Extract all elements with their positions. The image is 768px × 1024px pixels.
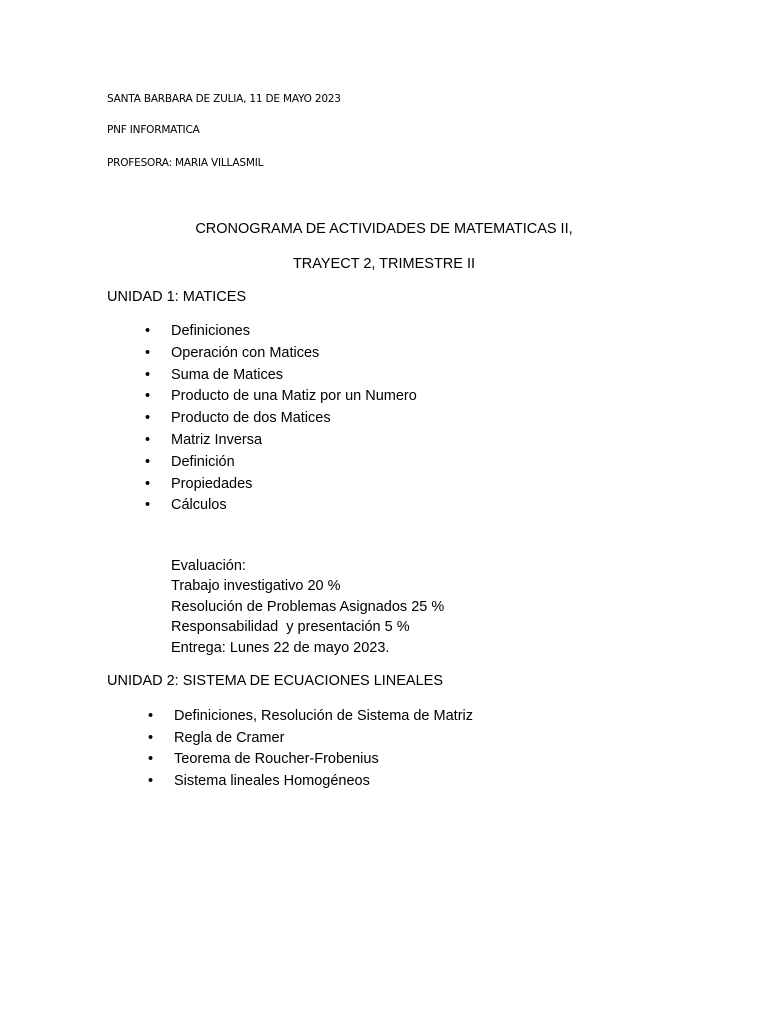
list-item-text: Teorema de Roucher-Frobenius <box>174 751 379 767</box>
list-item <box>145 366 417 388</box>
list-item-text: Definición <box>171 453 235 470</box>
bullet-icon: • <box>148 708 154 724</box>
evaluation-line: Entrega: Lunes 22 de mayo 2023. <box>171 639 390 656</box>
list-item-text: Propiedades <box>171 475 253 492</box>
list-item <box>145 496 417 518</box>
bullet-icon: • <box>145 475 151 492</box>
list-item-text: Definiciones <box>171 323 250 339</box>
list-item-text: Suma de Matices <box>171 366 284 383</box>
unit-1-heading: UNIDAD 1: MATICES <box>107 289 247 305</box>
list-item <box>148 707 473 729</box>
unit-2-topic-list <box>148 707 473 793</box>
bullet-icon: • <box>145 323 151 339</box>
unit-2-heading: UNIDAD 2: SISTEMA DE ECUACIONES LINEALES <box>107 673 444 689</box>
bullet-icon: • <box>148 772 154 789</box>
evaluation-label: Evaluación: <box>171 558 246 574</box>
bullet-icon: • <box>145 344 151 361</box>
list-item <box>148 729 473 751</box>
evaluation-line: Trabajo investigativo 20 % <box>171 578 341 595</box>
list-item-text: Operación con Matices <box>171 344 320 361</box>
list-item <box>145 431 417 453</box>
list-item <box>145 344 417 366</box>
teacher-line: PROFESORA: MARIA VILLASMIL <box>107 157 264 169</box>
place-date-line: SANTA BARBARA DE ZULIA, 11 DE MAYO 2023 <box>107 93 341 105</box>
list-item <box>148 750 473 772</box>
list-item-text: Producto de una Matiz por un Numero <box>171 388 417 405</box>
bullet-icon: • <box>145 410 151 427</box>
bullet-icon: • <box>148 751 154 767</box>
list-item-text: Definiciones, Resolución de Sistema de Matriz <box>174 708 473 724</box>
list-item-text: Matriz Inversa <box>171 431 263 448</box>
bullet-icon: • <box>145 453 151 470</box>
list-item-text: Cálculos <box>171 497 227 514</box>
document-title-line-2: TRAYECT 2, TRIMESTRE II <box>292 256 476 272</box>
bullet-icon: • <box>148 729 154 746</box>
list-item <box>145 322 417 344</box>
unit-1-topic-list <box>145 322 417 518</box>
program-line: PNF INFORMATICA <box>107 124 200 136</box>
list-item <box>145 387 417 409</box>
bullet-icon: • <box>145 431 151 448</box>
list-item <box>145 475 417 497</box>
evaluation-line: Resolución de Problemas Asignados 25 % <box>171 598 445 615</box>
evaluation-line: Responsabilidad y presentación 5 % <box>171 619 410 636</box>
list-item <box>148 772 473 794</box>
list-item <box>145 453 417 475</box>
bullet-icon: • <box>145 497 151 514</box>
list-item <box>145 409 417 431</box>
evaluation-block <box>171 557 444 659</box>
bullet-icon: • <box>145 366 151 383</box>
document-title-line-1: CRONOGRAMA DE ACTIVIDADES DE MATEMATICAS II, <box>195 221 573 237</box>
bullet-icon: • <box>145 388 151 405</box>
list-item-text: Sistema lineales Homogéneos <box>174 772 370 789</box>
list-item-text: Regla de Cramer <box>174 729 285 746</box>
list-item-text: Producto de dos Matices <box>171 410 331 427</box>
